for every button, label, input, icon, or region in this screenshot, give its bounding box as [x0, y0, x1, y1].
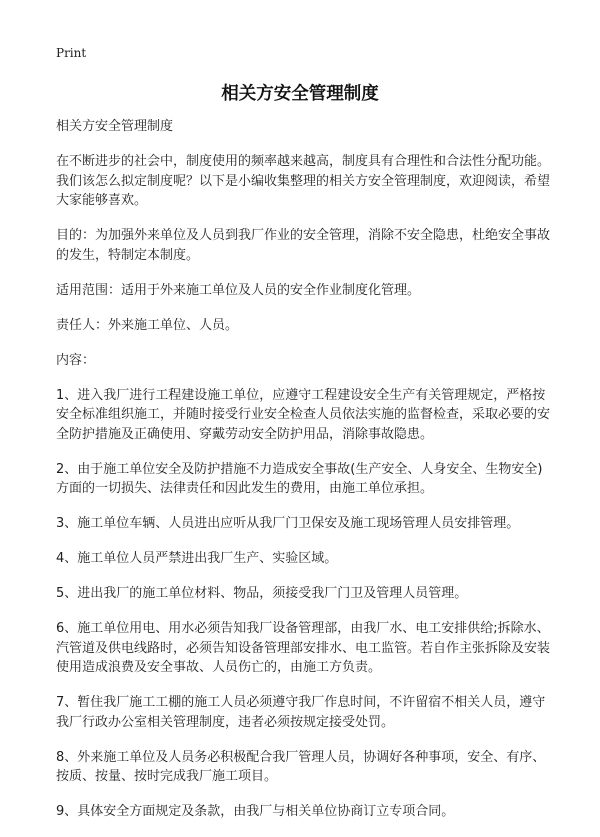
intro-paragraph: 在不断进步的社会中，制度使用的频率越来越高，制度具有合理性和合法性分配功能。我们该怎么拟定制度呢？以下是小编收集整理的相关方安全管理制度，欢迎阅读，希望大家能够喜欢。 — [56, 154, 551, 208]
document-body — [56, 117, 552, 837]
rule-item-4: 4、施工单位人员严禁进出我厂生产、实验区域。 — [56, 551, 338, 566]
subtitle-paragraph: 相关方安全管理制度 — [56, 119, 174, 134]
rule-item-2: 2、由于施工单位安全及防护措施不力造成安全事故(生产安全、人身安全、生物安全)方面的一切损失、法律责任和因此发生的费用，由施工单位承担。 — [56, 461, 543, 496]
content-heading: 内容： — [56, 352, 96, 368]
rule-item-9: 9、具体安全方面规定及条款，由我厂与相关单位协商订立专项合同。 — [56, 804, 455, 819]
purpose-paragraph: 目的：为加强外来单位及人员到我厂作业的安全管理，消除不安全隐患，杜绝安全事故的发生，特制定本制度。 — [56, 228, 551, 263]
rule-item-6: 6、施工单位用电、用水必须告知我厂设备管理部，由我厂水、电工安排供给;拆除水、汽管道及供电线路时，必须告知设备管理部安排水、电工监管。若自作主张拆除及安装使用造成浪费及安全事故、人员伤亡的，由施工方负责。 — [56, 621, 551, 675]
responsible-paragraph: 责任人：外来施工单位、人员。 — [56, 317, 239, 333]
rule-item-7: 7、暂住我厂施工工棚的施工人员必须遵守我厂作息时间，不许留宿不相关人员，遵守我厂行政办公室相关管理制度，违者必须按规定接受处罚。 — [56, 695, 546, 730]
rule-item-8: 8、外来施工单位及人员务必积极配合我厂管理人员，协调好各种事项，安全、有序、按质、按量、按时完成我厂施工项目。 — [56, 749, 546, 784]
rule-item-3: 3、施工单位车辆、人员进出应听从我厂门卫保安及施工现场管理人员安排管理。 — [56, 516, 520, 531]
rule-item-1: 1、进入我厂进行工程建设施工单位，应遵守工程建设安全生产有关管理规定，严格按安全标准组织施工，并随时接受行业安全检查人员依法实施的监督检查，采取必要的安全防护措施及正确使用、穿戴劳动安全防护用品，消除事故隐患。 — [56, 387, 551, 442]
document-title: 相关方安全管理制度 — [221, 84, 379, 104]
print-label[interactable]: Print — [56, 46, 87, 60]
scope-paragraph: 适用范围：适用于外来施工单位及人员的安全作业制度化管理。 — [56, 282, 421, 298]
rule-item-5: 5、进出我厂的施工单位材料、物品，须接受我厂门卫及管理人员管理。 — [56, 586, 468, 601]
